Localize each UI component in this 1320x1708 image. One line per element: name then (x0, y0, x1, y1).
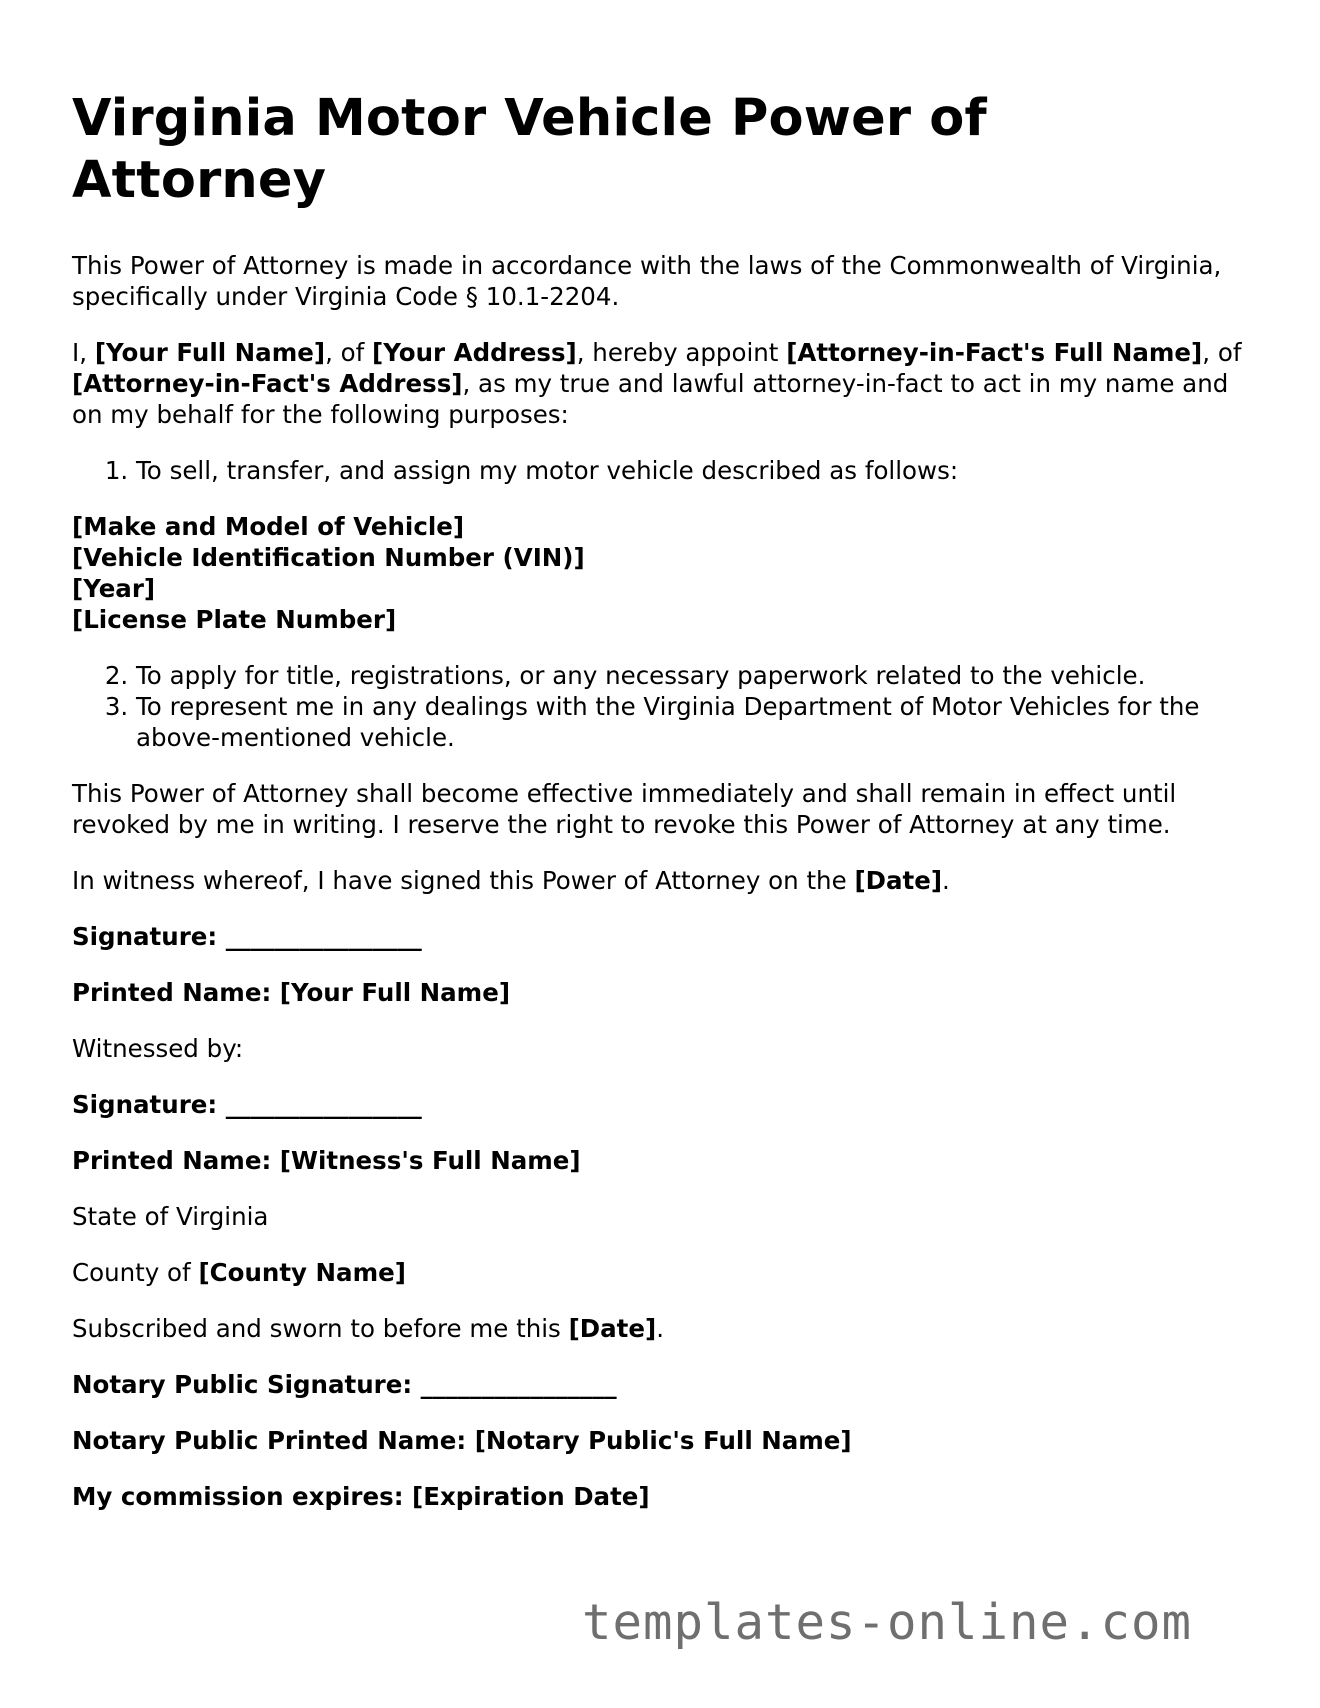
notary-printed-name-label: Notary Public Printed Name: [Notary Public's Full Name] (72, 1426, 852, 1455)
printed-name-line-2 (72, 1145, 1252, 1176)
sworn-date-placeholder: [Date] (568, 1314, 657, 1343)
notary-printed-name-line (72, 1425, 1252, 1456)
document-title: Virginia Motor Vehicle Power of Attorney (72, 89, 987, 210)
state-line: State of Virginia (72, 1202, 269, 1231)
sworn-line (72, 1313, 1252, 1344)
sworn-end: . (656, 1314, 664, 1343)
document-page (72, 88, 1252, 1537)
plate-placeholder: [License Plate Number] (72, 605, 397, 634)
county-placeholder: [County Name] (198, 1258, 406, 1287)
attorney-address-placeholder: [Attorney-in-Fact's Address] (72, 369, 463, 398)
your-name-placeholder: [Your Full Name] (94, 338, 326, 367)
purpose-2: 2. To apply for title, registrations, or any necessary paperwork related to the vehicle. (136, 660, 1252, 691)
signature-2-label: Signature: ________________ (72, 1090, 422, 1119)
appointment-appoint: , hereby appoint (576, 338, 787, 367)
witness-date-placeholder: [Date] (854, 866, 943, 895)
witness-paragraph (72, 865, 1252, 896)
witness-end: . (942, 866, 950, 895)
printed-name-1-label: Printed Name: [Your Full Name] (72, 978, 511, 1007)
watermark: templates-online.com (581, 1594, 1192, 1651)
purpose-1: 1. To sell, transfer, and assign my motor vehicle described as follows: (136, 455, 1252, 486)
year-placeholder: [Year] (72, 574, 156, 603)
vehicle-fields (72, 511, 1252, 635)
appointment-suffix: , as my true and lawful attorney-in-fact to act in my name and on my behalf for the following purposes: (72, 369, 1229, 429)
vin-placeholder: [Vehicle Identification Number (VIN)] (72, 543, 585, 572)
appointment-of-2: , of (1202, 338, 1242, 367)
signature-line-1 (72, 921, 1252, 952)
intro-paragraph: This Power of Attorney is made in accordance with the laws of the Commonwealth of Virginia, specifically under Virginia Code § 10.1-2204. (72, 251, 1222, 311)
appointment-paragraph (72, 337, 1252, 430)
county-line (72, 1257, 1252, 1288)
printed-name-line-1 (72, 977, 1252, 1008)
signature-line-2 (72, 1089, 1252, 1120)
witness-text: In witness whereof, I have signed this Power of Attorney on the (72, 866, 855, 895)
signature-1-label: Signature: ________________ (72, 922, 422, 951)
attorney-name-placeholder: [Attorney-in-Fact's Full Name] (786, 338, 1203, 367)
county-label: County of (72, 1258, 199, 1287)
purpose-3: 3. To represent me in any dealings with the Virginia Department of Motor Vehicles for the above-mentioned vehicle. (136, 691, 1252, 753)
witnessed-by-label: Witnessed by: (72, 1034, 244, 1063)
printed-name-2-label: Printed Name: [Witness's Full Name] (72, 1146, 581, 1175)
appointment-of-1: , of (325, 338, 373, 367)
sworn-text: Subscribed and sworn to before me this (72, 1314, 569, 1343)
commission-label: My commission expires: [Expiration Date] (72, 1482, 650, 1511)
purposes-list-2 (72, 660, 1252, 753)
appointment-prefix: I, (72, 338, 95, 367)
notary-signature-label: Notary Public Signature: ________________ (72, 1370, 617, 1399)
make-model-placeholder: [Make and Model of Vehicle] (72, 512, 465, 541)
commission-line (72, 1481, 1252, 1512)
effective-paragraph: This Power of Attorney shall become effective immediately and shall remain in effect until revoked by me in writing. I reserve the right to revoke this Power of Attorney at any time. (72, 779, 1177, 839)
notary-signature-line (72, 1369, 1252, 1400)
your-address-placeholder: [Your Address] (372, 338, 577, 367)
purposes-list-1 (72, 455, 1252, 486)
